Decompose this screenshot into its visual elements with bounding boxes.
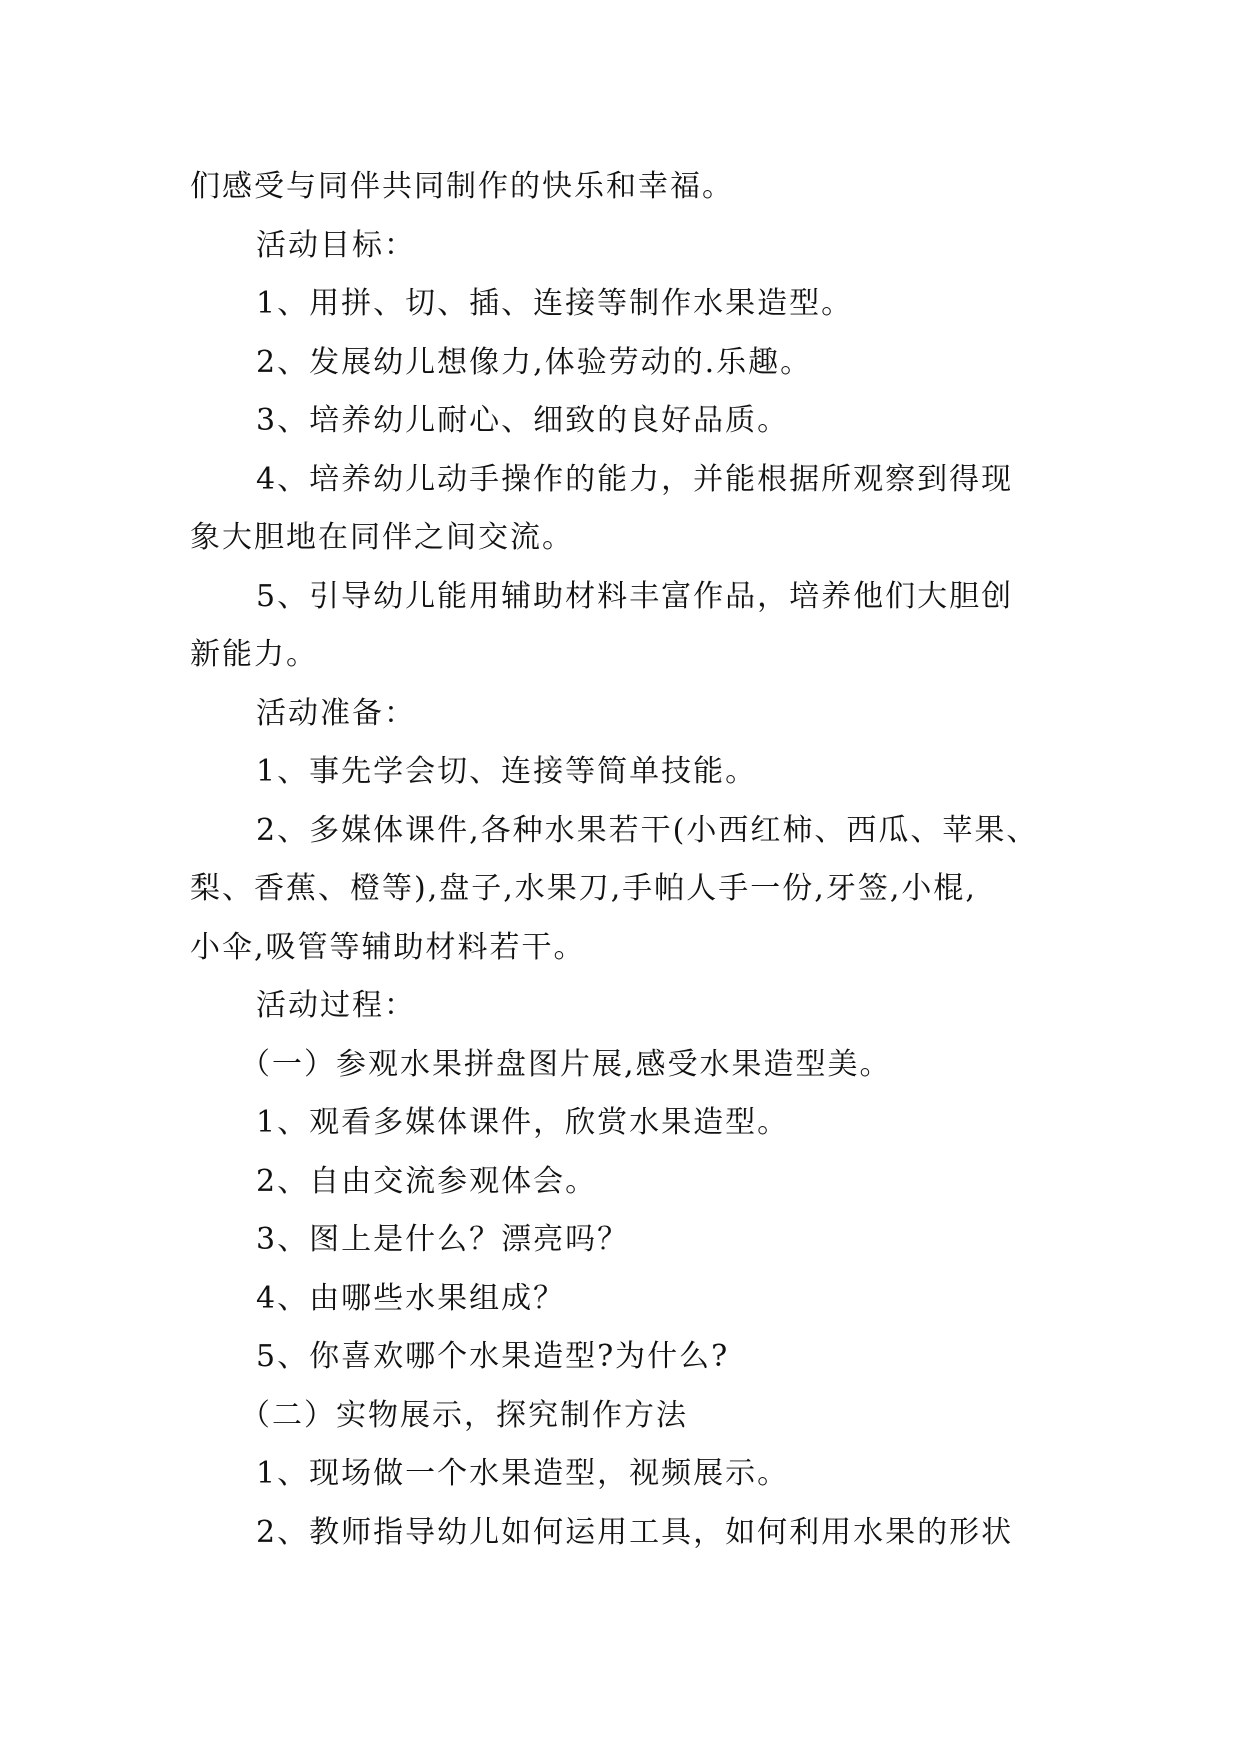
paragraph-line: 小伞,吸管等辅助材料若干。 <box>190 929 586 965</box>
paragraph-line: 们感受与同伴共同制作的快乐和幸福。 <box>190 169 734 204</box>
list-item: 2、多媒体课件,各种水果若干(小西红柿、西瓜、苹果、 <box>256 812 1039 848</box>
list-item: 5、引导幼儿能用辅助材料丰富作品，培养他们大胆创 <box>256 578 1014 614</box>
document-body <box>190 158 1070 1562</box>
paragraph-line: 象大胆地在同伴之间交流。 <box>190 520 574 555</box>
subsection-heading: （二）实物展示，探究制作方法 <box>240 1397 688 1433</box>
section-heading-preparation: 活动准备： <box>256 695 416 731</box>
list-item: 1、用拼、切、插、连接等制作水果造型。 <box>256 286 854 321</box>
paragraph-line: 新能力。 <box>190 637 318 672</box>
paragraph-line: 梨、香蕉、橙等),盘子,水果刀,手帕人手一份,牙签,小棍, <box>190 871 977 906</box>
list-item: 4、由哪些水果组成？ <box>256 1280 566 1316</box>
list-item: 5、你喜欢哪个水果造型?为什么? <box>256 1339 730 1374</box>
list-item: 2、发展幼儿想像力,体验劳动的.乐趣。 <box>256 344 813 380</box>
list-item: 2、自由交流参观体会。 <box>256 1163 598 1199</box>
list-item: 1、事先学会切、连接等简单技能。 <box>256 754 758 789</box>
list-item: 3、培养幼儿耐心、细致的良好品质。 <box>256 403 790 438</box>
list-item: 2、教师指导幼儿如何运用工具，如何利用水果的形状 <box>256 1514 1014 1550</box>
subsection-heading: （一）参观水果拼盘图片展,感受水果造型美。 <box>240 1046 892 1082</box>
list-item: 1、观看多媒体课件，欣赏水果造型。 <box>256 1105 790 1140</box>
section-heading-process: 活动过程： <box>256 988 416 1023</box>
list-item: 4、培养幼儿动手操作的能力，并能根据所观察到得现 <box>256 461 1014 497</box>
list-item: 1、现场做一个水果造型，视频展示。 <box>256 1456 790 1491</box>
list-item: 3、图上是什么？漂亮吗？ <box>256 1222 630 1257</box>
section-heading-goals: 活动目标： <box>256 227 416 263</box>
